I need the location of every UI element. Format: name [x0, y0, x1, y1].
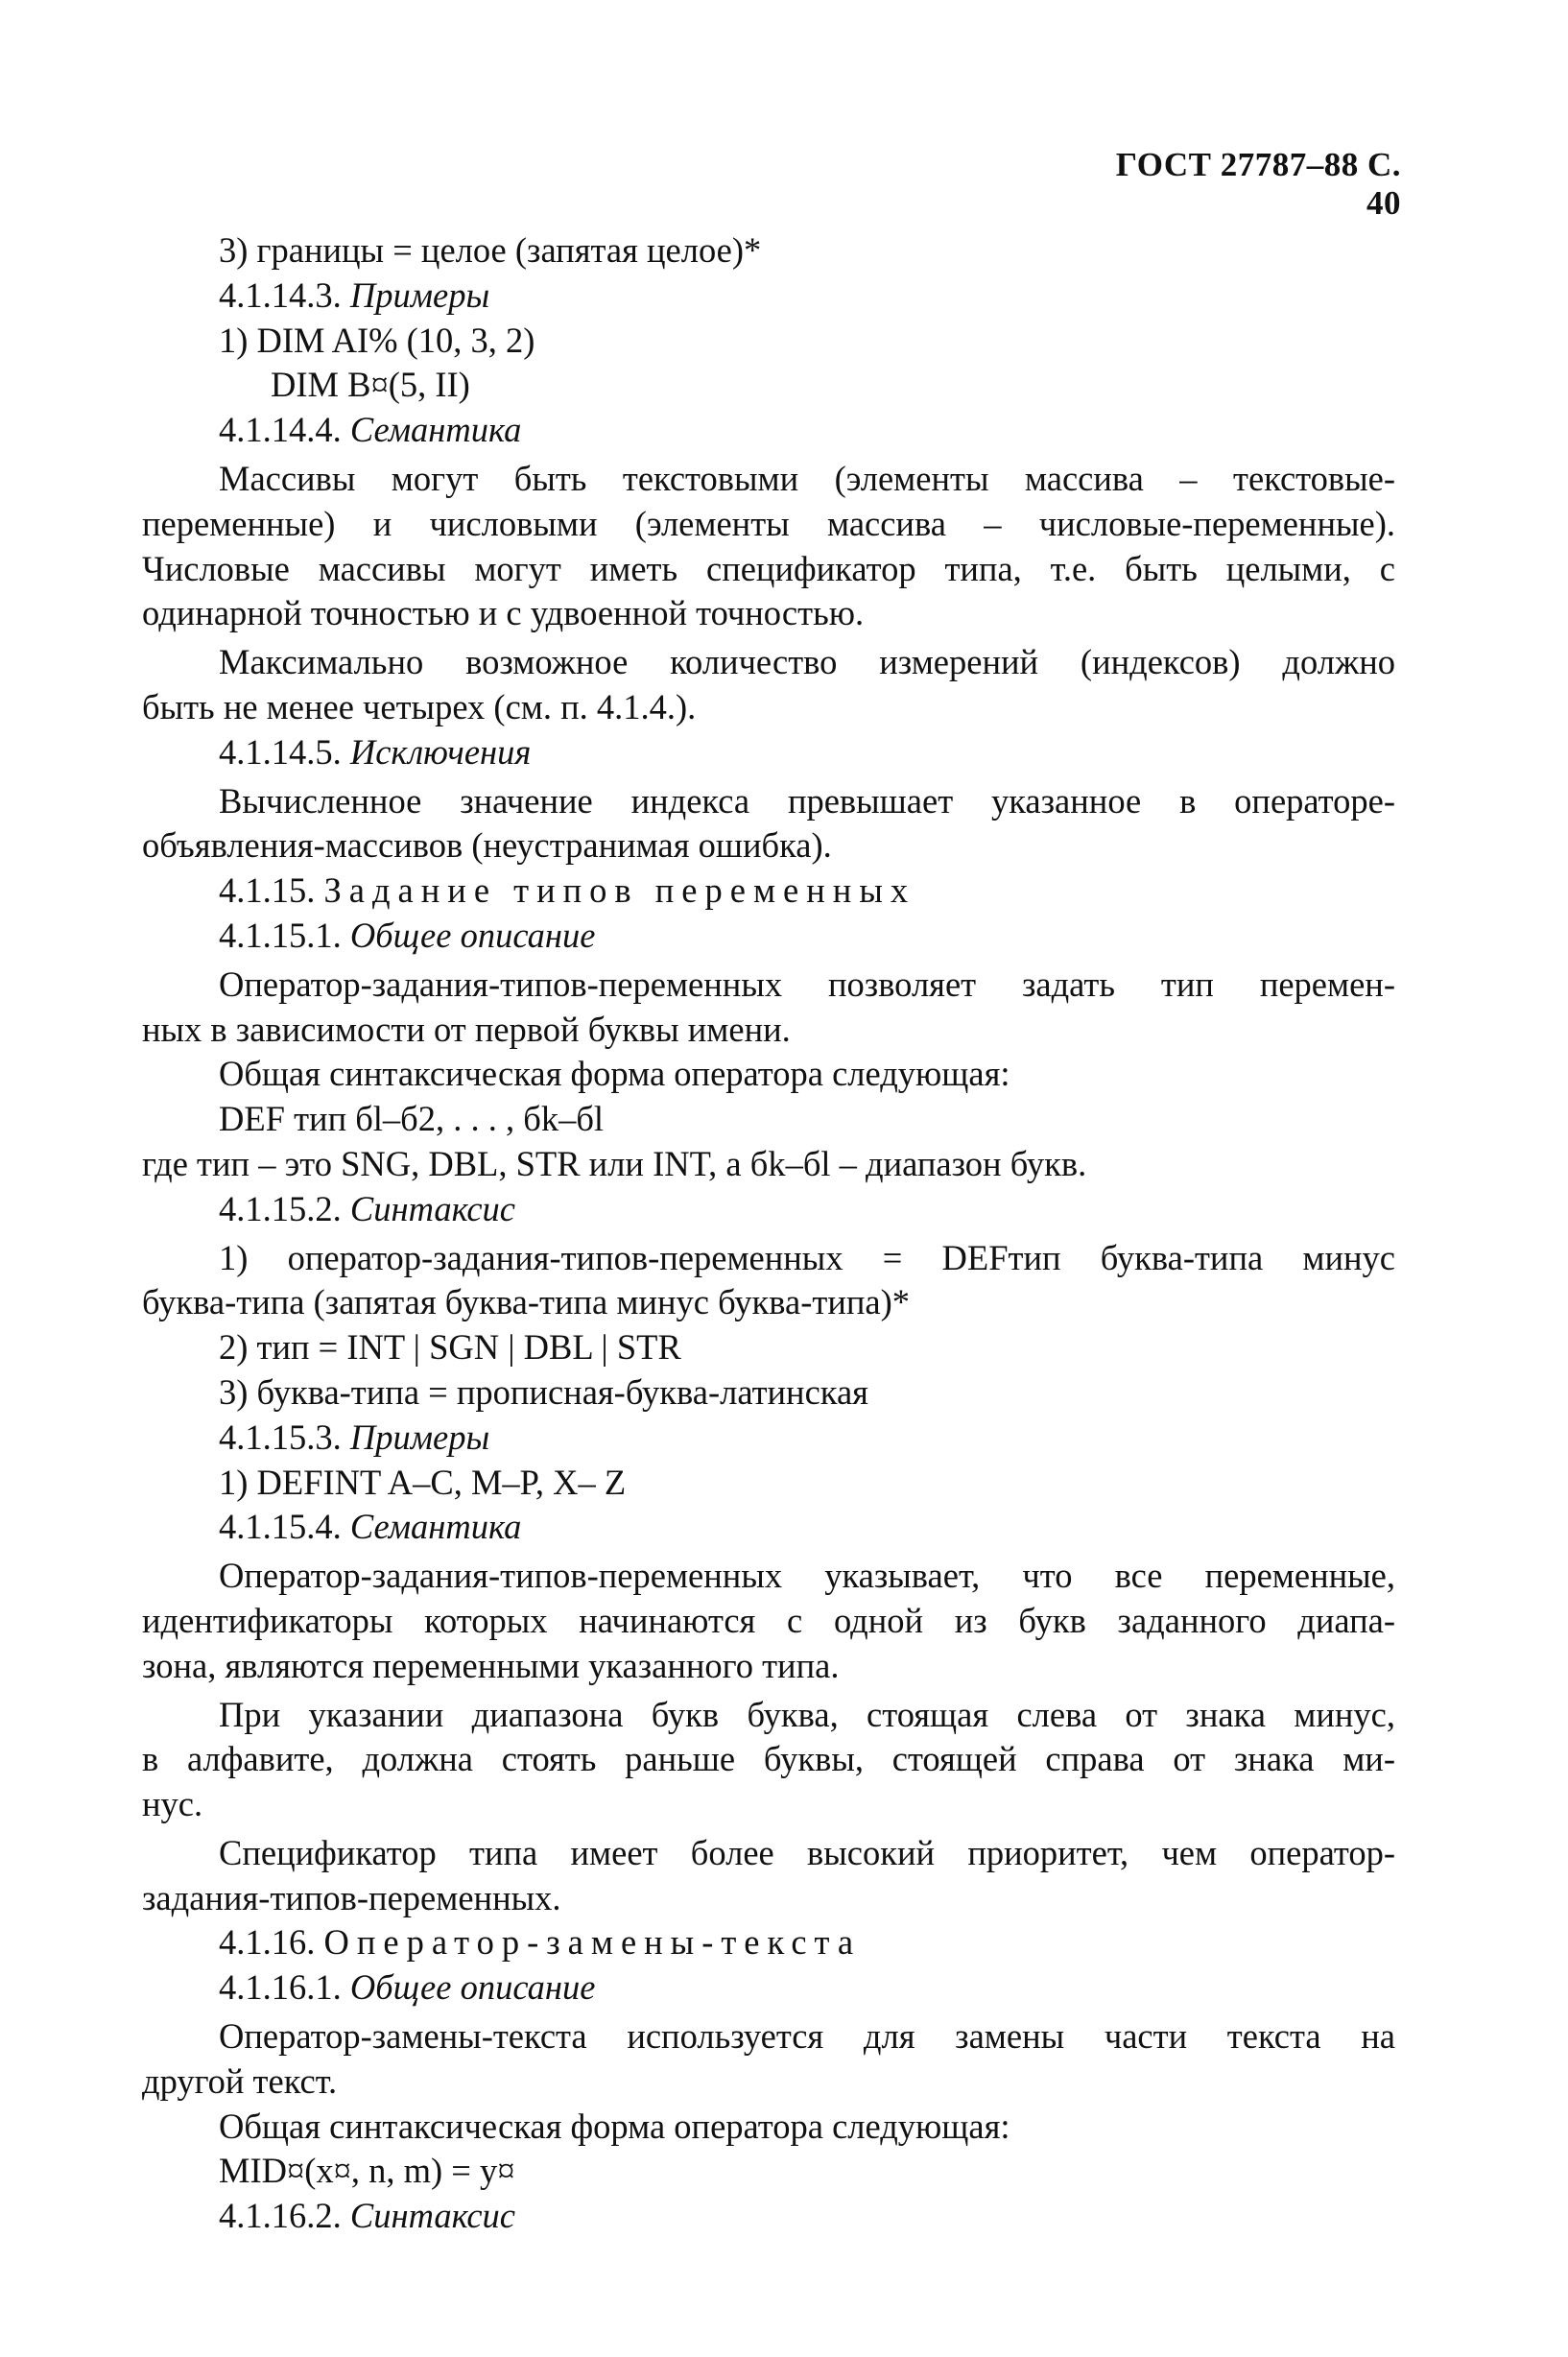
- currency-symbol: ¤: [370, 365, 389, 405]
- syntax-rule: буква-типа (запятая буква-типа минус буква-типа)*: [142, 1282, 910, 1322]
- example-line: 1) DEFINT A–C, M–P, X– Z: [219, 1462, 627, 1502]
- section-number: 4.1.15.3.: [219, 1417, 342, 1457]
- section-number: 4.1.16.1.: [219, 1967, 342, 2008]
- example-text: DIM B: [271, 365, 371, 405]
- section-heading-4-1-14-5: [142, 730, 1395, 775]
- paragraph-line: Массивы могут быть текстовыми (элементы массива – текстовые-: [219, 458, 1395, 498]
- section-title: Семантика: [349, 1507, 522, 1547]
- section-heading-4-1-15-2: [142, 1187, 1395, 1232]
- section-number: 4.1.16.2.: [219, 2196, 342, 2236]
- section-title: Общее описание: [349, 1967, 596, 2008]
- paragraph-line: нус.: [142, 1784, 203, 1824]
- paragraph-line: в алфавите, должна стоять раньше буквы, стоящей справа от знака ми-: [142, 1739, 1395, 1779]
- section-number: 4.1.15.4.: [219, 1507, 342, 1547]
- example-text: (5, II): [388, 365, 470, 405]
- example-line: [142, 363, 1395, 408]
- paragraph-line: Общая синтаксическая форма оператора следующая:: [219, 1054, 1010, 1094]
- syntax-rule-bounds: 3) границы = целое (запятая целое)*: [219, 230, 762, 270]
- section-title: Семантика: [349, 410, 522, 450]
- paragraph-line: другой текст.: [142, 2060, 338, 2101]
- section-number: 4.1.15.1.: [219, 915, 342, 955]
- paragraph-line: Оператор-задания-типов-переменных позволяет задать тип перемен-: [219, 964, 1395, 1004]
- paragraph-line: Оператор-задания-типов-переменных указывает, что все переменные,: [219, 1556, 1395, 1596]
- currency-symbol: ¤: [333, 2151, 351, 2191]
- paragraph-line: Общая синтаксическая форма оператора следующая:: [219, 2106, 1010, 2146]
- paragraph-line: задания-типов-переменных.: [142, 1877, 561, 1917]
- section-number: 4.1.14.3.: [219, 274, 342, 315]
- syntax-form: [142, 2149, 1395, 2194]
- section-number: 4.1.15.2.: [219, 1188, 342, 1228]
- syntax-text: MID: [219, 2151, 287, 2191]
- syntax-rule: 2) тип = INT | SGN | DBL | STR: [219, 1327, 681, 1368]
- section-heading-4-1-16: [142, 1920, 1395, 1965]
- section-title: Оператор-замены-текста: [323, 1922, 862, 1963]
- section-title: Синтаксис: [349, 1188, 515, 1228]
- section-heading-4-1-16-2: [142, 2194, 1395, 2239]
- currency-symbol: ¤: [497, 2151, 515, 2191]
- section-title: Общее описание: [349, 915, 596, 955]
- paragraph-line: Оператор-замены-текста используется для замены части текста на: [219, 2016, 1395, 2057]
- section-heading-4-1-15: [142, 869, 1395, 914]
- paragraph-line: где тип – это SNG, DBL, STR или INT, а бk–бl – диапазон букв.: [142, 1143, 1087, 1183]
- paragraph-line: Спецификатор типа имеет более высокий приоритет, чем оператор-: [219, 1832, 1395, 1872]
- currency-symbol: ¤: [286, 2151, 305, 2191]
- syntax-rule: 1) оператор-задания-типов-переменных = DEFтип буква-типа минус: [219, 1237, 1395, 1277]
- paragraph-line: переменные) и числовыми (элементы массива – числовые-переменные).: [142, 503, 1395, 543]
- page-header: ГОСТ 27787–88 С. 40: [1115, 146, 1401, 222]
- section-heading-4-1-15-1: [142, 914, 1395, 959]
- section-title: Примеры: [349, 1417, 490, 1457]
- example-line: 1) DIM AI% (10, 3, 2): [219, 320, 535, 360]
- section-title: Задание типов переменных: [323, 870, 916, 911]
- paragraph-line: ных в зависимости от первой буквы имени.: [142, 1009, 791, 1049]
- paragraph-line: При указании диапазона букв буква, стоящая слева от знака минус,: [219, 1694, 1395, 1734]
- section-number: 4.1.14.4.: [219, 410, 342, 450]
- syntax-rule: 3) буква-типа = прописная-буква-латинская: [219, 1371, 868, 1412]
- paragraph-line: идентификаторы которых начинаются с одной из букв заданного диапа-: [142, 1600, 1395, 1640]
- section-title: Исключения: [349, 731, 532, 772]
- paragraph-line: Вычисленное значение индекса превышает указанное в операторе-: [219, 780, 1395, 821]
- section-number: 4.1.16.: [219, 1922, 316, 1963]
- syntax-text: , n, m) = y: [350, 2151, 498, 2191]
- syntax-form: DEF тип бl–б2, . . . , бk–бl: [219, 1099, 605, 1139]
- section-heading-4-1-15-4: [142, 1505, 1395, 1550]
- paragraph-line: Максимально возможное количество измерений (индексов) должно: [219, 642, 1395, 682]
- section-heading-4-1-14-4: [142, 408, 1395, 453]
- page-body: [142, 228, 1395, 2239]
- section-number: 4.1.15.: [219, 870, 316, 911]
- section-heading-4-1-14-3: [142, 274, 1395, 319]
- section-heading-4-1-16-1: [142, 1965, 1395, 2011]
- section-heading-4-1-15-3: [142, 1416, 1395, 1461]
- syntax-text: (x: [304, 2151, 334, 2191]
- paragraph-line: объявления-массивов (неустранимая ошибка).: [142, 825, 832, 866]
- paragraph-line: одинарной точностью и с удвоенной точностью.: [142, 593, 865, 633]
- section-title: Примеры: [349, 274, 490, 315]
- paragraph-line: зона, являются переменными указанного типа.: [142, 1645, 840, 1685]
- section-number: 4.1.14.5.: [219, 731, 342, 772]
- paragraph-line: Числовые массивы могут иметь спецификатор типа, т.е. быть целыми, с: [142, 548, 1395, 588]
- section-title: Синтаксис: [349, 2196, 515, 2236]
- paragraph-line: быть не менее четырех (см. п. 4.1.4.).: [142, 686, 697, 726]
